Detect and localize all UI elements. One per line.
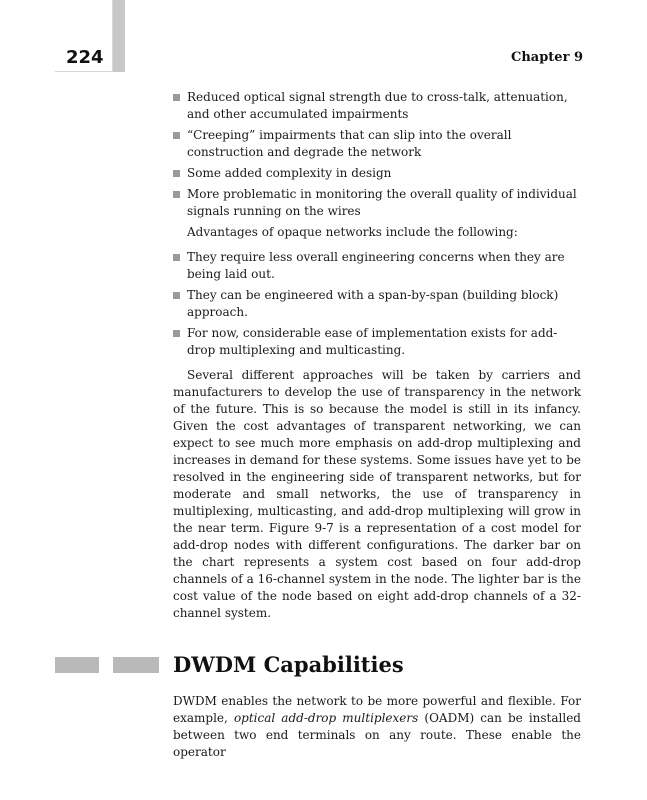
list-item: Some added complexity in design (173, 165, 581, 182)
chapter-label: Chapter 9 (510, 50, 583, 65)
section-body (173, 693, 581, 761)
bullet-list-disadvantages (173, 89, 581, 220)
margin-bar (113, 0, 125, 72)
italic-term: optical add-drop multiplexers (233, 711, 419, 725)
list-item: Reduced optical signal strength due to cross-talk, attenuation, and other accumulated impairments (173, 89, 581, 123)
square-bullet-icon (173, 292, 180, 299)
section-paragraph: DWDM enables the network to be more powerful and flexible. For example, optical add-drop multiplexers (OADM) can be installed between two end terminals on any route. These enable the operator (173, 694, 581, 759)
list-item: They require less overall engineering concerns when they are being laid out. (173, 249, 581, 283)
list-item: For now, considerable ease of implementation exists for add-drop multiplexing and multicasting. (173, 325, 581, 359)
bullet-list-advantages (173, 249, 581, 359)
heading-bar-left (55, 657, 99, 673)
main-content (173, 89, 581, 628)
lead-sentence: Advantages of opaque networks include the following: (187, 225, 518, 239)
square-bullet-icon (173, 94, 180, 101)
square-bullet-icon (173, 254, 180, 261)
section-heading: DWDM Capabilities (173, 652, 404, 677)
list-item: They can be engineered with a span-by-span (building block) approach. (173, 287, 581, 321)
square-bullet-icon (173, 330, 180, 337)
list-item: “Creeping” impairments that can slip into the overall construction and degrade the network (173, 127, 581, 161)
body-paragraph: Several different approaches will be taken by carriers and manufacturers to develop the use of transparency in the network of the future. This is so because the model is still in its infancy. Given the cost advantages of transparent networking, we can expect to see much more emphasis on add-drop multiplexing and increases in demand for these systems. Some issues have yet to be resolved in the engineering side of transparent networks, but for moderate and small networks, the use of transparency in multiplexing, multicasting, and add-drop multiplexing will grow in the near term. Figure 9-7 is a representation of a cost model for add-drop nodes with different configurations. The darker bar on the chart represents a system cost based on four add-drop channels of a 16-channel system in the node. The lighter bar is the cost value of the node based on eight add-drop channels of a 32-channel system. (173, 368, 581, 620)
square-bullet-icon (173, 132, 180, 139)
list-item: More problematic in monitoring the overall quality of individual signals running on the wires (173, 186, 581, 220)
square-bullet-icon (173, 191, 180, 198)
heading-bar-right (113, 657, 159, 673)
page-number: 224 (66, 47, 104, 68)
square-bullet-icon (173, 170, 180, 177)
